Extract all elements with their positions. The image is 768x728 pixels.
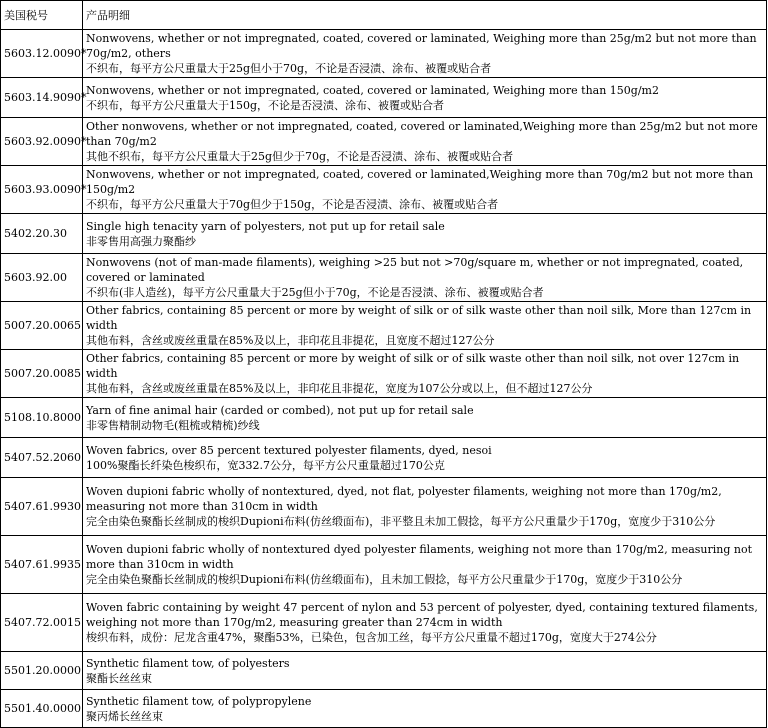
table-row (1, 214, 767, 254)
description-en: Woven dupioni fabric wholly of nontextured, dyed, not flat, polyester filaments, weighing not more than 170g/m2, measuring not more than 310cm in width (86, 485, 722, 513)
description-en: Single high tenacity yarn of polyesters, not put up for retail sale (86, 219, 445, 233)
product-description (83, 254, 767, 302)
hts-code: 5407.52.2060 (1, 438, 83, 478)
hts-code: 5007.20.0065 (1, 302, 83, 350)
table-row (1, 478, 767, 536)
description-zh: 不织布，每平方公尺重量大于25g但小于70g，不论是否浸渍、涂布、被覆或贴合者 (86, 62, 492, 75)
product-description (83, 350, 767, 398)
description-en: Nonwovens, whether or not impregnated, coated, covered or laminated,Weighing more than 70g/m2 but not more than 150g/m2 (86, 168, 754, 196)
description-zh: 聚酯长丝丝束 (86, 671, 152, 685)
description-en: Woven dupioni fabric wholly of nontextured dyed polyester filaments, weighing not more than 170g/m2, measuring not more than 310cm in width (86, 543, 753, 571)
description-zh: 其他布料，含丝或废丝重量在85%及以上，非印花且非提花，且宽度不超过127公分 (86, 334, 495, 347)
description-zh: 完全由染色聚酯长丝制成的梭织Dupioni布料(仿丝缎面布)，非平整且未加工假捻，每平方公尺重量少于170g，宽度少于310公分 (86, 515, 716, 528)
hts-code: 5407.72.0015 (1, 594, 83, 652)
description-en: Other fabrics, containing 85 percent or more by weight of silk or of silk waste other than noil silk, not over 127cm in width (86, 352, 740, 380)
product-description (83, 78, 767, 118)
hts-code: 5407.61.9935 (1, 536, 83, 594)
product-description (83, 30, 767, 78)
hts-code: 5603.92.0090* (1, 118, 83, 166)
description-zh: 100%聚酯长纤染色梭织布，宽332.7公分，每平方公尺重量超过170公克 (86, 458, 445, 472)
header-description: 产品明细 (83, 1, 767, 30)
hts-code: 5603.12.0090* (1, 30, 83, 78)
product-description (83, 438, 767, 478)
header-row (1, 1, 767, 30)
hts-code: 5007.20.0085 (1, 350, 83, 398)
product-description (83, 594, 767, 652)
description-en: Other nonwovens, whether or not impregnated, coated, covered or laminated,Weighing more than 25g/m2 but not more than 70g/m2 (86, 120, 758, 148)
table-row (1, 118, 767, 166)
description-zh: 不织布(非人造丝)，每平方公尺重量大于25g但小于70g，不论是否浸渍、涂布、被覆或贴合者 (86, 286, 544, 299)
product-description (83, 536, 767, 594)
table-row (1, 652, 767, 690)
product-description (83, 652, 767, 690)
description-en: Nonwovens, whether or not impregnated, coated, covered or laminated, Weighing more than 25g/m2 but not more than 70g/m2, others (86, 32, 757, 60)
description-en: Synthetic filament tow, of polyesters (86, 656, 290, 670)
product-description (83, 302, 767, 350)
description-zh: 聚丙烯长丝丝束 (86, 709, 163, 723)
table-row (1, 690, 767, 728)
description-en: Other fabrics, containing 85 percent or more by weight of silk or of silk waste other than noil silk, More than 127cm in width (86, 304, 752, 332)
description-zh: 非零售用高强力聚酯纱 (86, 234, 196, 248)
table-row (1, 302, 767, 350)
product-description (83, 214, 767, 254)
table-row (1, 78, 767, 118)
description-en: Woven fabric containing by weight 47 percent of nylon and 53 percent of polyester, dyed, containing textured filaments, weighing not more than 170g/m2, measuring greater than 274cm in width (86, 601, 758, 629)
hts-code: 5108.10.8000 (1, 398, 83, 438)
description-en: Nonwovens (not of man-made filaments), weighing >25 but not >70g/square m, whether or not impregnated, coated, covered or laminated (86, 256, 744, 284)
table-row (1, 30, 767, 78)
product-description (83, 690, 767, 728)
table-row (1, 166, 767, 214)
table-row (1, 536, 767, 594)
description-en: Woven fabrics, over 85 percent textured polyester filaments, dyed, nesoi (86, 443, 492, 457)
product-description (83, 166, 767, 214)
description-zh: 非零售精制动物毛(粗梳或精梳)纱线 (86, 418, 260, 432)
description-en: Nonwovens, whether or not impregnated, coated, covered or laminated, Weighing more than 150g/m2 (86, 83, 659, 97)
description-zh: 梭织布料，成份：尼龙含重47%，聚酯53%，已染色，包含加工丝，每平方公尺重量不超过170g，宽度大于274公分 (86, 631, 657, 644)
hts-code: 5501.20.0000 (1, 652, 83, 690)
table-row (1, 438, 767, 478)
hts-code: 5501.40.0000 (1, 690, 83, 728)
hts-code: 5603.92.00 (1, 254, 83, 302)
table-row (1, 350, 767, 398)
table-row (1, 594, 767, 652)
table-row (1, 398, 767, 438)
description-zh: 其他布料，含丝或废丝重量在85%及以上，非印花且非提花，宽度为107公分或以上，但不超过127公分 (86, 382, 593, 395)
description-zh: 完全由染色聚酯长丝制成的梭织Dupioni布料(仿丝缎面布)，且未加工假捻，每平方公尺重量少于170g，宽度少于310公分 (86, 573, 683, 586)
product-description (83, 478, 767, 536)
description-zh: 不织布，每平方公尺重量大于70g但少于150g，不论是否浸渍、涂布、被覆或贴合者 (86, 198, 499, 211)
header-code: 美国税号 (1, 1, 83, 30)
hts-code: 5603.93.0090* (1, 166, 83, 214)
product-description (83, 398, 767, 438)
product-description (83, 118, 767, 166)
hts-code: 5402.20.30 (1, 214, 83, 254)
hts-code: 5407.61.9930 (1, 478, 83, 536)
description-zh: 其他不织布，每平方公尺重量大于25g但少于70g，不论是否浸渍、涂布、被覆或贴合者 (86, 150, 514, 163)
description-zh: 不织布，每平方公尺重量大于150g，不论是否浸渍、涂布、被覆或贴合者 (86, 98, 445, 112)
hts-code: 5603.14.9090* (1, 78, 83, 118)
table-row (1, 254, 767, 302)
description-en: Yarn of fine animal hair (carded or combed), not put up for retail sale (86, 403, 474, 417)
description-en: Synthetic filament tow, of polypropylene (86, 694, 312, 708)
